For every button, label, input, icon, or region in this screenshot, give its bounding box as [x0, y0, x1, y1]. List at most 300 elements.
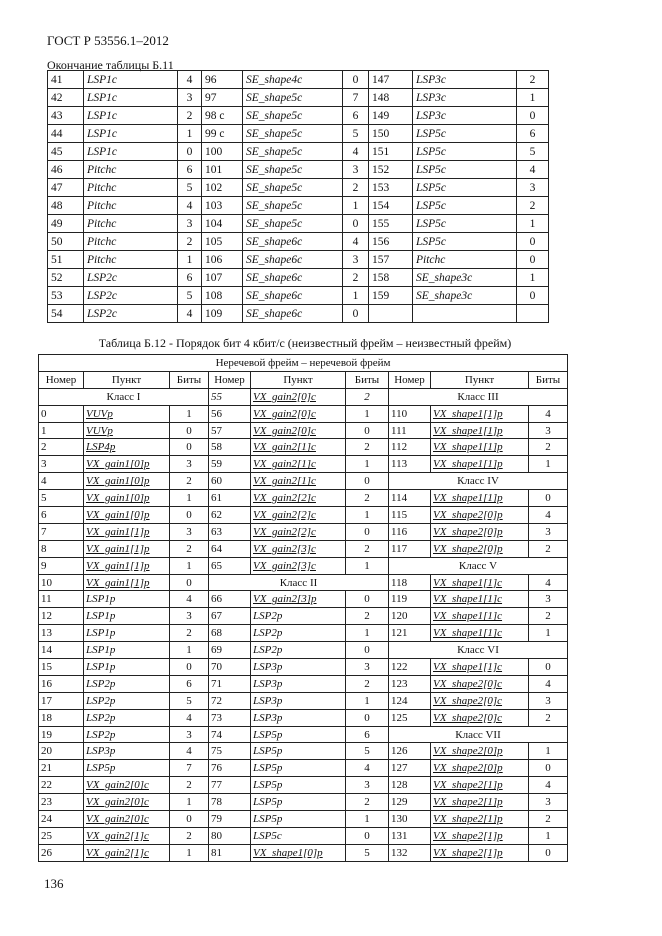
table-row: [39, 659, 568, 676]
table-cell: 68: [209, 625, 251, 642]
table-cell: 130: [389, 811, 431, 828]
table-row: [39, 473, 568, 490]
table-cell: VX_shape1[0]p: [251, 844, 346, 861]
table-cell: 7: [39, 523, 84, 540]
table-cell: VX_shape2[0]p: [431, 760, 529, 777]
table-row: [39, 743, 568, 760]
table-cell: LSP1p: [84, 659, 170, 676]
table-cell: 123: [389, 675, 431, 692]
table-row: [39, 625, 568, 642]
table-cell: LSP1p: [84, 625, 170, 642]
table-cell: 3: [517, 179, 549, 197]
table-cell: 2: [529, 439, 568, 456]
table-cell: 1: [346, 507, 389, 524]
table-cell: SE_shape6c: [243, 287, 343, 305]
table-cell: VX_gain1[1]p: [84, 574, 170, 591]
table-cell: VX_gain1[1]p: [84, 557, 170, 574]
table-cell: 2: [529, 811, 568, 828]
table-cell: 125: [389, 709, 431, 726]
table-cell: 2: [529, 540, 568, 557]
table-cell: VX_shape2[0]p: [431, 743, 529, 760]
table-cell: 63: [209, 523, 251, 540]
table-cell: 60: [209, 473, 251, 490]
table-cell: VX_gain1[1]p: [84, 540, 170, 557]
table-cell: 0: [517, 107, 549, 125]
table-cell: 2: [517, 197, 549, 215]
table-cell: LSP3p: [251, 709, 346, 726]
table-cell: 6: [178, 269, 202, 287]
table-row: [39, 760, 568, 777]
table-cell: 0: [517, 233, 549, 251]
table2-header-row: [39, 371, 568, 388]
table-cell: LSP2p: [84, 709, 170, 726]
table-cell: LSP4p: [84, 439, 170, 456]
table-cell: LSP1c: [84, 143, 178, 161]
table-cell: SE_shape5c: [243, 161, 343, 179]
table-cell: LSP5c: [413, 161, 517, 179]
table-cell: 1: [346, 557, 389, 574]
table-cell: 105: [202, 233, 243, 251]
table-cell: 52: [48, 269, 84, 287]
table-cell: VX_shape2[1]p: [431, 777, 529, 794]
table-cell: LSP2p: [84, 726, 170, 743]
table-cell: 10: [39, 574, 84, 591]
table-cell: 2: [529, 709, 568, 726]
table-cell: 99 c: [202, 125, 243, 143]
table-cell: 72: [209, 692, 251, 709]
table-cell: VX_shape2[0]c: [431, 709, 529, 726]
table-cell: LSP3p: [251, 692, 346, 709]
table-cell: 3: [343, 161, 369, 179]
table-cell: 6: [517, 125, 549, 143]
table-cell: 114: [389, 490, 431, 507]
table-cell: 117: [389, 540, 431, 557]
table-cell: 153: [369, 179, 413, 197]
table-cell: 14: [39, 642, 84, 659]
table-cell: Pitchc: [84, 161, 178, 179]
table-cell: 121: [389, 625, 431, 642]
table-row: [39, 405, 568, 422]
table-cell: VX_shape2[0]p: [431, 540, 529, 557]
table-cell: SE_shape3c: [413, 287, 517, 305]
table1-caption: Окончание таблицы Б.11: [47, 58, 174, 72]
table-cell: 5: [346, 844, 389, 861]
table-cell: 0: [343, 71, 369, 89]
table-cell: VX_gain2[3]p: [251, 591, 346, 608]
table-cell: 118: [389, 574, 431, 591]
table-cell: 0: [346, 709, 389, 726]
table-cell: 0: [517, 287, 549, 305]
table-cell: 155: [369, 215, 413, 233]
table-row: [39, 490, 568, 507]
table-cell: 110: [389, 405, 431, 422]
table-cell: LSP3p: [251, 675, 346, 692]
table-cell: 3: [170, 726, 209, 743]
table-cell: 4: [529, 777, 568, 794]
table-cell: 0: [170, 422, 209, 439]
table-cell: 3: [343, 251, 369, 269]
table-cell: LSP5c: [413, 125, 517, 143]
table-cell: Pitchc: [84, 233, 178, 251]
table-cell: LSP5c: [413, 197, 517, 215]
table-cell: 58: [209, 439, 251, 456]
table-row: [39, 642, 568, 659]
table-cell: LSP5p: [84, 760, 170, 777]
table-cell: 122: [389, 659, 431, 676]
table-cell: VX_shape1[1]c: [431, 574, 529, 591]
table-cell: 2: [346, 540, 389, 557]
table-cell: 1: [170, 794, 209, 811]
table-cell: LSP1p: [84, 642, 170, 659]
table-cell: 2: [346, 608, 389, 625]
table-cell: 127: [389, 760, 431, 777]
table-cell: 129: [389, 794, 431, 811]
table-row: [39, 709, 568, 726]
table-cell: VX_gain2[0]c: [251, 422, 346, 439]
table-cell: 4: [343, 233, 369, 251]
table-cell: 106: [202, 251, 243, 269]
table-cell: 81: [209, 844, 251, 861]
table-row: [48, 71, 549, 89]
table-cell: 67: [209, 608, 251, 625]
table-cell: 55: [209, 388, 251, 405]
table-cell: 4: [343, 143, 369, 161]
table-cell: LSP2c: [84, 287, 178, 305]
table-cell: 74: [209, 726, 251, 743]
table-cell: LSP1c: [84, 107, 178, 125]
table-cell: 18: [39, 709, 84, 726]
table-cell: [369, 305, 413, 323]
column-header: Пункт: [431, 371, 529, 388]
table-cell: Pitchc: [84, 215, 178, 233]
table-cell: 107: [202, 269, 243, 287]
table-cell: 4: [529, 574, 568, 591]
table-cell: 1: [343, 287, 369, 305]
table-cell: 1: [529, 456, 568, 473]
table-cell: LSP1p: [84, 608, 170, 625]
table-cell: LSP2c: [84, 269, 178, 287]
table-cell: 152: [369, 161, 413, 179]
table-cell: 5: [343, 125, 369, 143]
table-cell: 1: [346, 811, 389, 828]
table-cell: 1: [170, 405, 209, 422]
table-cell: 65: [209, 557, 251, 574]
table-cell: VX_gain2[0]c: [251, 388, 346, 405]
column-header: Пункт: [251, 371, 346, 388]
table-cell: LSP5c: [413, 215, 517, 233]
table-b11-end: [47, 70, 549, 323]
table-cell: 112: [389, 439, 431, 456]
table-cell: 4: [170, 709, 209, 726]
class-group-header: Класс V: [389, 557, 568, 574]
table-row: [48, 215, 549, 233]
table-cell: 41: [48, 71, 84, 89]
table-cell: 61: [209, 490, 251, 507]
table-cell: VX_shape1[1]c: [431, 591, 529, 608]
table-cell: LSP1p: [84, 591, 170, 608]
table-cell: 3: [346, 659, 389, 676]
table-cell: 77: [209, 777, 251, 794]
table-cell: LSP1c: [84, 125, 178, 143]
table-cell: 3: [170, 608, 209, 625]
table-cell: 148: [369, 89, 413, 107]
table-cell: 0: [529, 760, 568, 777]
table-row: [39, 439, 568, 456]
page-number: 136: [44, 876, 64, 891]
table-cell: 0: [346, 827, 389, 844]
table-cell: 96: [202, 71, 243, 89]
table-cell: VUVp: [84, 422, 170, 439]
table-cell: LSP5p: [251, 743, 346, 760]
table-cell: 5: [346, 743, 389, 760]
table-cell: LSP3c: [413, 89, 517, 107]
table-cell: VX_shape1[1]p: [431, 422, 529, 439]
table-cell: 1: [529, 743, 568, 760]
table-cell: 5: [39, 490, 84, 507]
table-cell: VX_shape1[1]p: [431, 456, 529, 473]
table-cell: 54: [48, 305, 84, 323]
table-cell: 51: [48, 251, 84, 269]
table-cell: VX_shape2[1]p: [431, 794, 529, 811]
table-cell: 78: [209, 794, 251, 811]
table-cell: SE_shape5c: [243, 143, 343, 161]
table-cell: 47: [48, 179, 84, 197]
table-cell: LSP3p: [251, 659, 346, 676]
table-cell: LSP5p: [251, 777, 346, 794]
column-header: Биты: [170, 371, 209, 388]
table-cell: 1: [39, 422, 84, 439]
table-row: [39, 540, 568, 557]
column-header: Биты: [346, 371, 389, 388]
table-cell: 2: [346, 675, 389, 692]
table-cell: 0: [346, 591, 389, 608]
column-header: Номер: [389, 371, 431, 388]
table-cell: 1: [170, 642, 209, 659]
table-cell: 5: [170, 692, 209, 709]
table-cell: 2: [343, 269, 369, 287]
table-cell: 11: [39, 591, 84, 608]
table-cell: VX_shape1[1]c: [431, 608, 529, 625]
table-cell: 4: [170, 743, 209, 760]
table-cell: 45: [48, 143, 84, 161]
table-cell: 76: [209, 760, 251, 777]
table-row: [39, 557, 568, 574]
table-cell: 3: [170, 456, 209, 473]
table-cell: 9: [39, 557, 84, 574]
table-cell: 6: [39, 507, 84, 524]
table-cell: 62: [209, 507, 251, 524]
table-cell: 100: [202, 143, 243, 161]
table-cell: LSP1c: [84, 71, 178, 89]
class-group-header: Класс VI: [389, 642, 568, 659]
table-cell: LSP2p: [251, 642, 346, 659]
table-cell: 1: [346, 692, 389, 709]
table-cell: 6: [346, 726, 389, 743]
table-cell: 66: [209, 591, 251, 608]
table-cell: 154: [369, 197, 413, 215]
table-row: [39, 456, 568, 473]
table-row: [39, 675, 568, 692]
table-cell: 1: [517, 89, 549, 107]
table-cell: 103: [202, 197, 243, 215]
table-cell: VX_gain2[1]c: [251, 473, 346, 490]
table-cell: 0: [346, 422, 389, 439]
table-cell: LSP2p: [251, 625, 346, 642]
table-cell: 20: [39, 743, 84, 760]
table-cell: 73: [209, 709, 251, 726]
table-cell: 1: [517, 215, 549, 233]
table-cell: 97: [202, 89, 243, 107]
table-row: [48, 251, 549, 269]
table-row: [39, 388, 568, 405]
table-cell: 7: [343, 89, 369, 107]
table-cell: Pitchc: [84, 251, 178, 269]
table-cell: 12: [39, 608, 84, 625]
table-cell: SE_shape5c: [243, 197, 343, 215]
table-cell: VX_shape1[1]c: [431, 659, 529, 676]
table-cell: SE_shape5c: [243, 215, 343, 233]
table-cell: VX_gain1[0]p: [84, 473, 170, 490]
table-cell: 19: [39, 726, 84, 743]
table-cell: SE_shape3c: [413, 269, 517, 287]
table-cell: LSP2p: [84, 692, 170, 709]
table-cell: 4: [178, 71, 202, 89]
table-cell: 151: [369, 143, 413, 161]
table-cell: 2: [170, 540, 209, 557]
table-cell: LSP3c: [413, 107, 517, 125]
table-cell: 6: [170, 675, 209, 692]
column-header: Пункт: [84, 371, 170, 388]
table-cell: 42: [48, 89, 84, 107]
table-cell: LSP5c: [413, 143, 517, 161]
table-cell: LSP2c: [84, 305, 178, 323]
table2-caption: Таблица Б.12 - Порядок бит 4 кбит/с (неизвестный фрейм – неизвестный фрейм): [98, 336, 512, 350]
table-cell: SE_shape6c: [243, 269, 343, 287]
table-cell: 156: [369, 233, 413, 251]
table-cell: 109: [202, 305, 243, 323]
table-cell: 1: [178, 125, 202, 143]
table-cell: 1: [346, 456, 389, 473]
table-cell: 75: [209, 743, 251, 760]
table-cell: 0: [39, 405, 84, 422]
table-cell: 13: [39, 625, 84, 642]
table-row: [48, 125, 549, 143]
table-row: [48, 161, 549, 179]
table-cell: 50: [48, 233, 84, 251]
table-cell: 3: [178, 215, 202, 233]
table-cell: 5: [178, 179, 202, 197]
table-cell: Pitchc: [84, 197, 178, 215]
class-group-header: Класс I: [39, 388, 209, 405]
table-cell: 132: [389, 844, 431, 861]
table-row: [39, 422, 568, 439]
table-cell: 1: [517, 269, 549, 287]
table-cell: VX_shape2[0]c: [431, 675, 529, 692]
table-row: [39, 827, 568, 844]
table-cell: 0: [346, 473, 389, 490]
table-row: [39, 726, 568, 743]
table-cell: 4: [529, 675, 568, 692]
table-cell: VX_gain1[0]p: [84, 456, 170, 473]
table-cell: 120: [389, 608, 431, 625]
table-cell: SE_shape5c: [243, 125, 343, 143]
table-cell: VX_gain2[2]c: [251, 523, 346, 540]
table-cell: LSP5p: [251, 726, 346, 743]
table-cell: 0: [170, 574, 209, 591]
table-cell: 1: [170, 557, 209, 574]
table-cell: 0: [517, 251, 549, 269]
table-cell: 26: [39, 844, 84, 861]
table-row: [48, 287, 549, 305]
table-cell: 44: [48, 125, 84, 143]
table-cell: VX_shape2[1]p: [431, 827, 529, 844]
table-cell: 16: [39, 675, 84, 692]
table-cell: SE_shape4c: [243, 71, 343, 89]
table-cell: VX_shape2[1]p: [431, 811, 529, 828]
table-cell: VX_shape2[0]c: [431, 692, 529, 709]
table-cell: 8: [39, 540, 84, 557]
table-cell: VX_gain1[0]p: [84, 507, 170, 524]
table-cell: 48: [48, 197, 84, 215]
document-code: ГОСТ Р 53556.1–2012: [47, 33, 169, 48]
table-cell: 4: [178, 197, 202, 215]
table-cell: 0: [343, 305, 369, 323]
table-cell: VX_shape1[1]p: [431, 490, 529, 507]
table-cell: VX_gain2[2]c: [251, 507, 346, 524]
table-row: [48, 89, 549, 107]
table-cell: 159: [369, 287, 413, 305]
table-cell: 2: [517, 71, 549, 89]
table2-body: [39, 388, 568, 861]
class-group-header: Класс II: [209, 574, 389, 591]
table-row: [39, 844, 568, 861]
table-cell: 69: [209, 642, 251, 659]
table-cell: 3: [529, 591, 568, 608]
table-cell: 2: [346, 439, 389, 456]
table-cell: 1: [178, 251, 202, 269]
table-cell: VX_shape2[0]p: [431, 507, 529, 524]
table-cell: 24: [39, 811, 84, 828]
table-cell: 3: [346, 777, 389, 794]
table-cell: 25: [39, 827, 84, 844]
table-cell: VX_shape1[1]c: [431, 625, 529, 642]
table-cell: Pitchc: [413, 251, 517, 269]
table-cell: 0: [529, 659, 568, 676]
table-cell: [517, 305, 549, 323]
table-row: [48, 179, 549, 197]
table-cell: 0: [529, 490, 568, 507]
table-cell: VX_gain2[2]c: [251, 490, 346, 507]
table-cell: VX_gain2[1]c: [251, 456, 346, 473]
table-cell: 108: [202, 287, 243, 305]
table-cell: 111: [389, 422, 431, 439]
table-cell: 4: [529, 405, 568, 422]
table-cell: 128: [389, 777, 431, 794]
table-cell: 5: [178, 287, 202, 305]
table-cell: 1: [346, 405, 389, 422]
table-cell: 6: [178, 161, 202, 179]
table-cell: LSP1c: [84, 89, 178, 107]
table-cell: SE_shape6c: [243, 233, 343, 251]
table1-body: [48, 71, 549, 323]
table-b12: [38, 354, 568, 862]
table-cell: 70: [209, 659, 251, 676]
table-cell: 0: [346, 523, 389, 540]
table-cell: 2: [170, 777, 209, 794]
table-cell: 1: [529, 827, 568, 844]
table2-title: Неречевой фрейм – неречевой фрейм: [39, 355, 568, 372]
table-cell: 0: [170, 811, 209, 828]
